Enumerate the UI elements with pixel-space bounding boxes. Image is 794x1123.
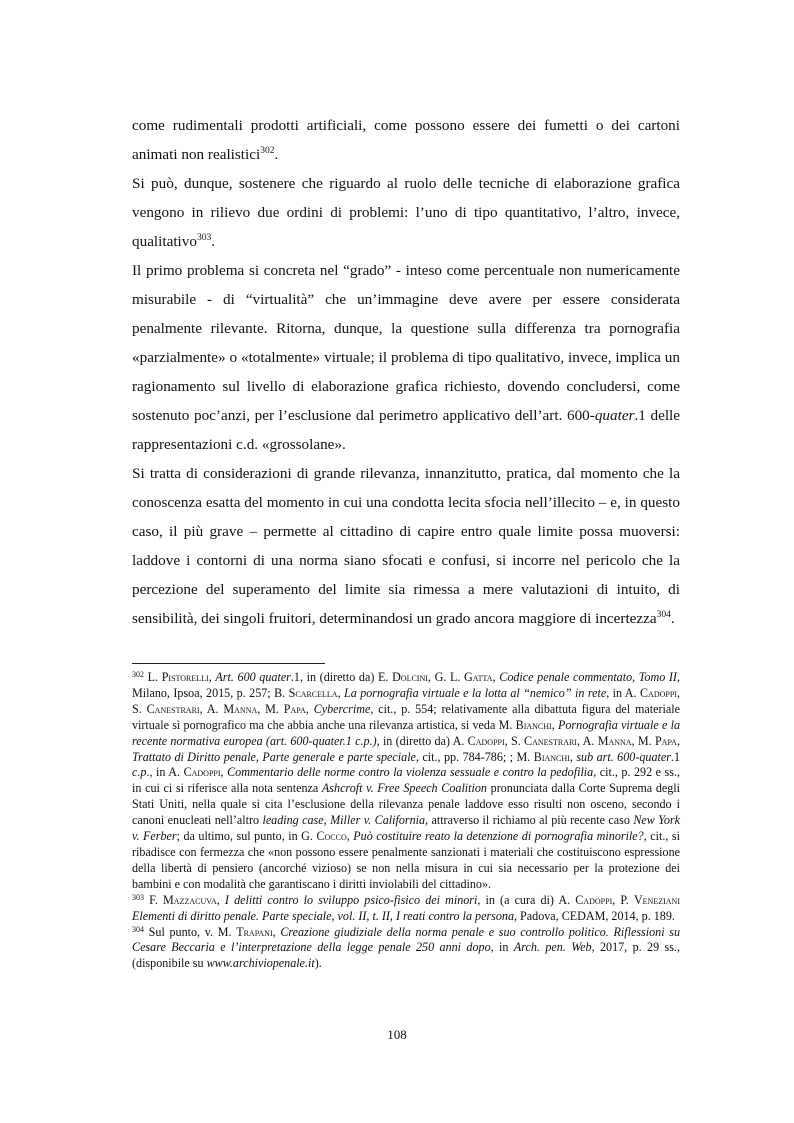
archive-link[interactable]: www.archiviopenale.it xyxy=(206,956,315,971)
footnote-303: $^{303}$ F. Mazzacuva, I delitti contro lo sviluppo psico-fisico dei minori, in (a cura di) A. Cadoppi, P. Veneziani Elementi di diritto penale. Parte speciale, vol. II, t. II, I reati contro la persona, Padova, CEDAM, 2014, p. 189. xyxy=(132,892,680,923)
footnote-304: $^{304}$ Sul punto, v. M. Trapani, Creazione giudiziale della norma penale e suo controllo politico. Riflessioni su Cesare Beccaria e l’interpretazione della legge penale 250 anni dopo, in Arch. pen. Web, 2017, p. 29 ss., (disponibile su www.archiviopenale.it). xyxy=(132,924,680,971)
footnote-ref-302[interactable]: 302 xyxy=(260,146,275,156)
paragraph-2: Si può, dunque, sostenere che riguardo al ruolo delle tecniche di elaborazione grafica vengono in rilievo due ordini di problemi: l’uno di tipo quantitativo, l’altro, invece, qualitativo$^{303}$. xyxy=(132,175,680,250)
footnote-ref-304[interactable]: 304 xyxy=(656,610,671,620)
paragraph-1: come rudimentali prodotti artificiali, come possono essere dei fumetti o dei cartoni animati non realistici$^{302}$. xyxy=(132,117,680,163)
footnote-ref-303[interactable]: 303 xyxy=(196,233,212,243)
footnote-separator xyxy=(132,663,325,664)
page-number: 108 xyxy=(387,1027,407,1042)
footnotes xyxy=(132,670,680,972)
footnote-number: 304 xyxy=(132,924,144,934)
footnote-number: 302 xyxy=(132,670,144,679)
paragraph-3: Il primo problema si concreta nel “grado” - inteso come percentuale non numericamente misurabile - di “virtualità” che un’immagine deve avere per essere considerata penalmente rilevante. Ritorna, dunque, la questione sulla differenza tra pornografia «parzialmente» o «totalmente» virtuale; il problema di tipo qualitativo, invece, implica un ragionamento sul livello di elaborazione grafica richiesto, dovendo concludersi, come sostenuto poc’anzi, per l’esclusione dal perimetro applicativo dell’art. 600-quater.1 delle rappresentazioni c.d. «grossolane». xyxy=(132,262,680,453)
main-text xyxy=(132,111,680,633)
paragraph-4: Si tratta di considerazioni di grande rilevanza, innanzitutto, pratica, dal momento che la conoscenza esatta del momento in cui una condotta lecita sfocia nell’illecito – e, in questo caso, il più grave – permette al cittadino di capire entro quale limite possa muoversi: laddove i contorni di una norma siano sfocati e confusi, si incorre nel pericolo che la percezione del superamento del limite sia rimessa a mere valutazioni di intuito, di sensibilità, dei singoli fruitori, determinandosi un grado ancora maggiore di incertezza$^{304}$. xyxy=(132,465,680,627)
footnote-302: $^{302}$ L. Pistorelli, Art. 600 quater.1, in (diretto da) E. Dolcini, G. L. Gatta, Codice penale commentato, Tomo II, Milano, Ipsoa, 2015, p. 257; B. Scarcella, La pornografia virtuale e la lotta al “nemico” in rete, in A. Cadoppi, S. Canestrari, A. Manna, M. Papa, Cybercrime, cit., p. 554; relativamente alla dibattuta figura del materiale virtuale sì pornografico ma che abbia anche una rilevanza artistica, si veda M. Bianchi, Pornografia virtuale e la recente normativa europea (art. 600-quater.1 c.p.), in (diretto da) A. Cadoppi, S. Canestrari, A. Manna, M. Papa, Trattato di Diritto penale, Parte generale e parte speciale, cit., pp. 784-786; ; M. Bianchi, sub art. 600-quater.1 c.p., in A. Cadoppi, Commentario delle norme contro la violenza sessuale e contro la pedofilia, cit., p. 292 e ss., in cui ci si riferisce alla nota sentenza Ashcroft v. Free Speech Coalition pronunciata dalla Corte Suprema degli Stati Uniti, nella quale si cita l’esclusione della rilevanza penale laddove esso risulti non osceno, secondo i canoni enucleati nell’altro leading case, Miller v. California, attraverso il richiamo al più recente caso New York v. Ferber; da ultimo, sul punto, in G. Cocco, Può costituire reato la detenzione di pornografia minorile?, cit., si ribadisce con fermezza che «non possono essere penalmente sanzionati i materiali che costituiscono espressione della libertà di pensiero (ancorché vizioso) se non nella misura in cui sia necessario per la protezione dei bambini e con modalità che garantiscano i diritti inviolabili del cittadino». xyxy=(132,670,680,891)
footnote-number: 303 xyxy=(132,892,144,902)
